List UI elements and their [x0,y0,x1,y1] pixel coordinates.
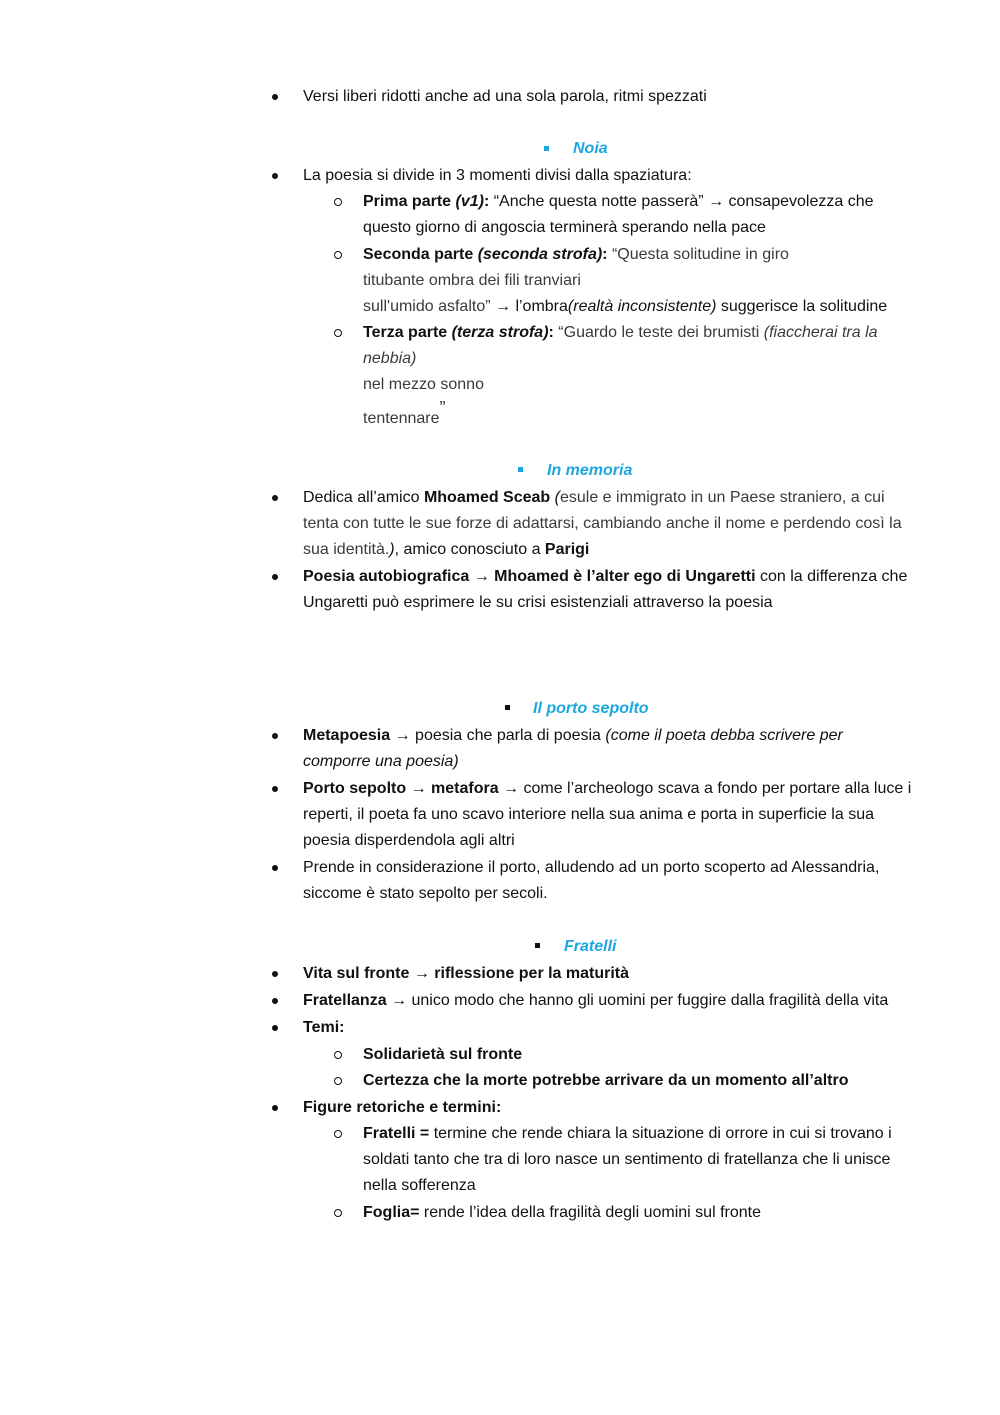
section-heading-in-memoria: In memoria [547,462,633,479]
heading-square-icon [518,467,523,472]
text: sua identità. [303,541,390,558]
arrow-right-icon: → [413,965,430,982]
text-bold: Certezza che la morte potrebbe arrivare da un momento all’altro [363,1072,849,1089]
text: poesia disperdendola agli altri [303,832,515,849]
text-bold: riflessione per la maturità [429,965,630,982]
paragraph-line [303,802,874,828]
paragraph-line [303,855,879,881]
text-bold: Figure retoriche e termini: [303,1099,502,1116]
text: nella sofferenza [363,1177,476,1194]
paragraph-line [363,242,789,268]
paragraph-line [303,749,459,775]
paragraph-line [303,485,885,511]
paragraph-line [363,189,874,215]
bullet [272,495,278,501]
sub-bullet [334,1130,342,1138]
paragraph-line [303,961,629,987]
paragraph-line [363,398,446,432]
label-italic: (seconda strofa) [477,246,603,263]
paragraph-line [363,1121,892,1147]
text: Ungaretti può esprimere le su crisi esistenziali attraverso la poesia [303,594,773,611]
heading-square-icon [544,146,549,151]
paragraph-line [303,163,692,189]
paragraph-line [303,511,902,537]
arrow-right-icon: → [495,298,511,315]
bullet [272,173,278,179]
text: “Questa solitudine in giro [607,246,789,263]
text-bold: metafora [426,780,504,797]
bullet [272,94,278,100]
text: La poesia si divide in 3 momenti divisi dalla spaziatura: [303,167,692,184]
bullet [272,971,278,977]
text-bold: Vita sul fronte [303,965,414,982]
text: questo giorno di angoscia terminerà sperando nella pace [363,219,766,236]
text: tentennare [363,410,440,427]
arrow-right-icon: → [394,727,411,744]
text: suggerisce la solitudine [716,298,888,315]
section-heading-il-porto-sepolto: Il porto sepolto [533,700,649,717]
text: titubante ombra dei fili tranviari [363,272,581,289]
bullet [272,733,278,739]
arrow-right-icon: → [708,193,725,210]
paragraph-line [363,320,878,346]
colon: : [548,324,554,341]
text-bold: Temi: [303,1019,345,1036]
text-bold: Metapoesia [303,727,395,744]
paragraph-line [363,294,887,320]
colon: : [602,246,608,263]
paragraph-line [303,1095,501,1121]
text: nel mezzo sonno [363,376,484,393]
arrow-right-icon: → [391,992,408,1009]
bullet [272,786,278,792]
paragraph-line [303,988,888,1014]
bullet [272,1025,278,1031]
paragraph-line [363,346,416,372]
text: Prende in considerazione il porto, alludendo ad un porto scoperto ad Alessandria, [303,859,880,876]
text: , amico conosciuto a [394,541,545,558]
arrow-right-icon: → [410,780,427,797]
text-bold: Porto sepolto [303,780,411,797]
bullet [272,574,278,580]
label-italic: (terza strofa) [451,324,549,341]
text: unico modo che hanno gli uomini per fuggire dalla fragilità della vita [407,992,889,1009]
text-bold: Parigi [544,541,590,558]
paragraph-line [303,1015,344,1041]
paragraph-line [303,84,707,110]
paragraph-line [303,776,911,802]
text-italic: nebbia) [363,350,417,367]
text-italic: comporre una poesia) [303,753,459,770]
paragraph-line [363,268,581,294]
arrow-right-icon: → [503,780,520,797]
text: siccome è stato sepolto per secoli. [303,885,548,902]
sub-bullet [334,251,342,259]
text-bold: Poesia autobiografica [303,568,474,585]
paragraph-line [303,828,515,854]
paragraph-line [363,372,484,398]
text: poesia che parla di poesia [410,727,606,744]
text: soldati tanto che tra di loro nasce un sentimento di fratellanza che li unisce [363,1151,891,1168]
text: reperti, il poeta fa uno scavo interiore nella sua anima e porta in superficie la sua [303,806,874,823]
label: Terza parte [363,324,452,341]
text-bold: Fratelli = [363,1125,430,1142]
heading-square-icon [505,705,510,710]
text: “Anche questa notte passerà” [489,193,709,210]
bullet [272,998,278,1004]
arrow-right-icon: → [473,568,490,585]
sub-bullet [334,198,342,206]
heading-square-icon [535,943,540,948]
text: “Guardo le teste dei brumisti [553,324,764,341]
text: Versi liberi ridotti anche ad una sola parola, ritmi spezzati [303,88,707,105]
label-italic: (v1) [455,193,484,210]
text: esule e immigrato in un Paese straniero, a cui [559,489,885,506]
text-bold: Mhoamed è l’alter ego di Ungaretti [489,568,756,585]
paragraph-line [303,590,773,616]
closing-quote: ” [439,398,446,418]
label: Prima parte [363,193,456,210]
text-italic: (realtà inconsistente) [567,298,717,315]
sub-bullet [334,1051,342,1059]
paragraph-line [363,215,766,241]
text: tenta con tutte le sue forze di adattarsi, cambiando anche il nome e perdendo così la [303,515,902,532]
text: come l’archeologo scava a fondo per portare alla luce i [519,780,912,797]
text-italic: ( [550,489,560,506]
paragraph-line [363,1147,890,1173]
bullet [272,865,278,871]
label: Seconda parte [363,246,478,263]
paragraph-line [363,1200,761,1226]
colon: : [483,193,490,210]
section-heading-noia: Noia [573,140,608,157]
text: Dedica all’amico [303,489,424,506]
text-bold: Foglia= [363,1204,420,1221]
paragraph-line [363,1173,476,1199]
text: con la differenza che [755,568,908,585]
text-italic: ) [389,541,395,558]
paragraph-line [363,1068,848,1094]
sub-bullet [334,1209,342,1217]
text-italic: (fiaccherai tra la [763,324,878,341]
paragraph-line [303,723,843,749]
text: termine che rende chiara la situazione di orrore in cui si trovano i [429,1125,892,1142]
text: l’ombra [511,298,568,315]
paragraph-line [303,564,907,590]
text-italic: (come il poeta debba scrivere per [605,727,843,744]
sub-bullet [334,1077,342,1085]
section-heading-fratelli: Fratelli [564,938,617,955]
bullet [272,1105,278,1111]
paragraph-line [303,537,589,563]
text: consapevolezza che [724,193,874,210]
text: sull'umido asfalto” [363,298,495,315]
text-bold: Solidarietà sul fronte [363,1046,523,1063]
sub-bullet [334,329,342,337]
text: rende l’idea della fragilità degli uomini sul fronte [419,1204,761,1221]
paragraph-line [363,1042,522,1068]
paragraph-line [303,881,548,907]
text-bold: Fratellanza [303,992,392,1009]
text-bold: Mhoamed Sceab [423,489,551,506]
